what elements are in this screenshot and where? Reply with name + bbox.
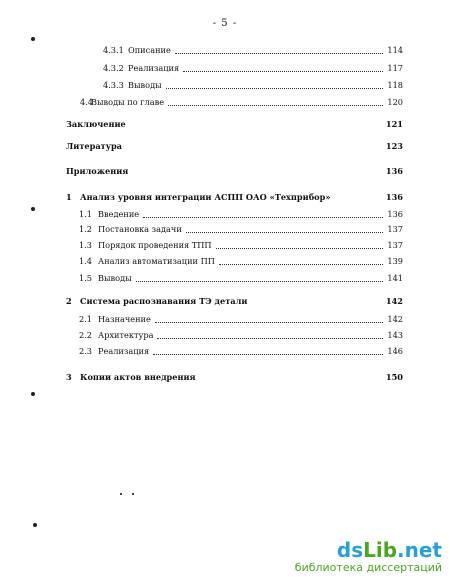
toc-entry-page: 137 bbox=[387, 240, 403, 250]
toc-entry-page: 118 bbox=[387, 80, 403, 90]
toc-entry-page: 136 bbox=[385, 192, 403, 202]
toc-entry-page: 114 bbox=[387, 45, 403, 55]
toc-entry-page: 139 bbox=[387, 256, 403, 266]
toc-leader-dots bbox=[130, 126, 382, 127]
toc-entry bbox=[79, 346, 403, 357]
toc-entry-title: Анализ уровня интеграции АСПП ОАО «Техприбор» bbox=[80, 192, 331, 202]
toc-leader-dots bbox=[132, 173, 382, 174]
toc-entry-page: 136 bbox=[385, 166, 403, 176]
toc-entry-title: Система распознавания ТЭ детали bbox=[80, 296, 248, 306]
page-number: - 5 - bbox=[212, 18, 238, 29]
toc-entry-number: 4.3.3 bbox=[103, 80, 124, 90]
toc-entry-number: 1.2 bbox=[79, 224, 93, 234]
scan-speck bbox=[120, 493, 122, 495]
toc-entry bbox=[103, 45, 403, 56]
toc-entry bbox=[79, 240, 403, 251]
scan-mark bbox=[31, 207, 35, 211]
toc-entry-title: Выводы по главе bbox=[91, 97, 165, 107]
toc-entry bbox=[66, 119, 403, 130]
toc-entry-number: 1.5 bbox=[79, 273, 93, 283]
toc-leader-dots bbox=[126, 148, 382, 149]
toc-leader-dots bbox=[183, 70, 383, 72]
toc-entry bbox=[79, 314, 403, 325]
scan-mark bbox=[33, 523, 37, 527]
toc-leader-dots bbox=[175, 52, 383, 54]
toc-entry-title: Описание bbox=[128, 45, 171, 55]
toc-entry bbox=[66, 166, 403, 177]
toc-entry-title: Назначение bbox=[98, 314, 151, 324]
toc-entry-number: 2 bbox=[66, 296, 72, 306]
scan-mark bbox=[31, 392, 35, 396]
toc-entry-page: 141 bbox=[387, 273, 403, 283]
toc-entry-number: 1.3 bbox=[79, 240, 93, 250]
toc-entry bbox=[79, 330, 403, 341]
toc-leader-dots bbox=[153, 353, 383, 355]
toc-leader-dots bbox=[186, 231, 383, 233]
toc-entry-title: Анализ автоматизации ПП bbox=[98, 256, 215, 266]
toc-leader-dots bbox=[136, 280, 383, 282]
toc-entry bbox=[80, 97, 403, 108]
toc-entry bbox=[79, 256, 403, 267]
toc-entry-title: Копии актов внедрения bbox=[80, 372, 196, 382]
scan-mark bbox=[31, 37, 35, 41]
toc-entry-title: Выводы bbox=[98, 273, 132, 283]
toc-entry-title: Порядок проведения ТПП bbox=[98, 240, 212, 250]
toc-leader-dots bbox=[168, 104, 383, 106]
toc-entry-title: Заключение bbox=[66, 119, 126, 129]
toc-leader-dots bbox=[200, 379, 382, 380]
scan-speck bbox=[132, 493, 134, 495]
toc-entry bbox=[66, 296, 403, 307]
toc-entry-number: 4.4 bbox=[80, 97, 94, 107]
toc-entry-number: 2.2 bbox=[79, 330, 93, 340]
toc-entry-page: 117 bbox=[387, 63, 403, 73]
toc-entry-page: 121 bbox=[385, 119, 403, 129]
toc-entry-page: 120 bbox=[387, 97, 403, 107]
toc-entry-title: Литература bbox=[66, 141, 122, 151]
toc-leader-dots bbox=[216, 247, 383, 249]
toc-entry-page: 142 bbox=[385, 296, 403, 306]
toc-entry bbox=[79, 273, 403, 284]
watermark-logo: dsLib.net bbox=[336, 538, 442, 562]
toc-entry bbox=[79, 224, 403, 235]
toc-entry bbox=[103, 63, 403, 74]
toc-leader-dots bbox=[143, 216, 383, 218]
toc-entry-number: 2.1 bbox=[79, 314, 93, 324]
toc-entry-title: Реализация bbox=[98, 346, 150, 356]
toc-entry-title: Постановка задачи bbox=[98, 224, 182, 234]
toc-entry-number: 3 bbox=[66, 372, 72, 382]
toc-leader-dots bbox=[251, 303, 381, 304]
toc-entry bbox=[66, 141, 403, 152]
toc-entry bbox=[66, 192, 403, 203]
toc-entry-page: 142 bbox=[387, 314, 403, 324]
toc-entry bbox=[79, 209, 403, 220]
toc-entry-page: 146 bbox=[387, 346, 403, 356]
toc-leader-dots bbox=[219, 263, 383, 265]
toc-entry-number: 2.3 bbox=[79, 346, 93, 356]
toc-leader-dots bbox=[155, 321, 383, 323]
toc-entry-title: Приложения bbox=[66, 166, 129, 176]
toc-entry-title: Введение bbox=[98, 209, 140, 219]
toc-leader-dots bbox=[157, 337, 383, 339]
toc-entry bbox=[66, 372, 403, 383]
toc-entry-number: 1.4 bbox=[79, 256, 93, 266]
toc-entry-page: 137 bbox=[387, 224, 403, 234]
toc-entry-number: 1.1 bbox=[79, 209, 93, 219]
toc-leader-dots bbox=[166, 87, 383, 89]
toc-entry-page: 150 bbox=[385, 372, 403, 382]
toc-entry-title: Архитектура bbox=[98, 330, 154, 340]
toc-entry-page: 123 bbox=[385, 141, 403, 151]
toc-entry-title: Реализация bbox=[128, 63, 180, 73]
toc-leader-dots bbox=[334, 199, 381, 200]
watermark-subtitle: библиотека диссертаций bbox=[294, 561, 442, 574]
toc-entry-page: 143 bbox=[387, 330, 403, 340]
watermark bbox=[295, 540, 442, 574]
toc-entry bbox=[103, 80, 403, 91]
toc-entry-page: 136 bbox=[387, 209, 403, 219]
toc-entry-number: 4.3.1 bbox=[103, 45, 124, 55]
toc-entry-title: Выводы bbox=[128, 80, 162, 90]
toc-entry-number: 1 bbox=[66, 192, 72, 202]
toc-entry-number: 4.3.2 bbox=[103, 63, 124, 73]
